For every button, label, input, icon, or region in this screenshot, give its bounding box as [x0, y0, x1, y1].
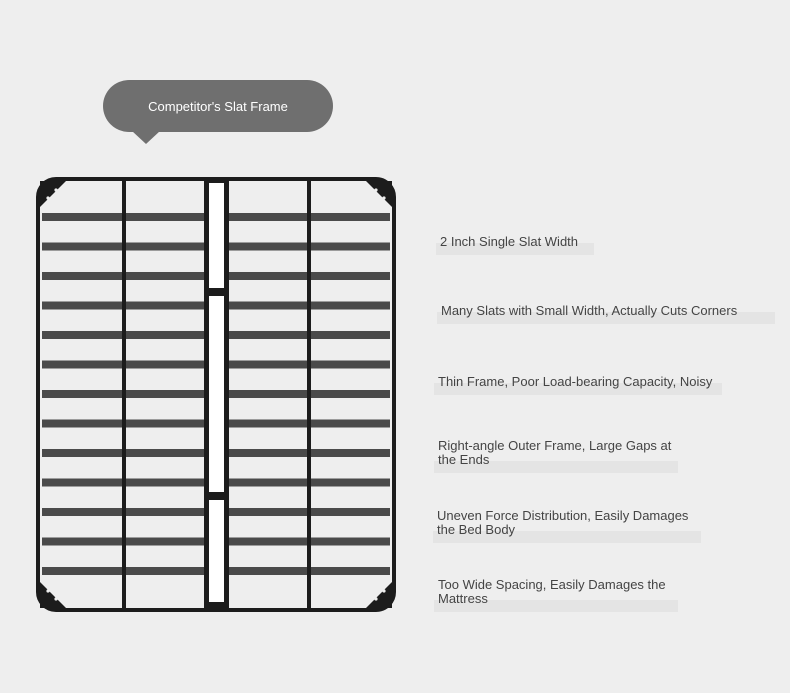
corner-bracket: [366, 181, 392, 207]
bolt-hole: [46, 196, 49, 199]
bolt-hole: [382, 589, 385, 592]
corner-bracket: [40, 181, 66, 207]
feature-slat-width: [436, 233, 594, 251]
bolt-hole: [374, 597, 377, 600]
vertical-rail: [122, 181, 126, 608]
feature-text: Uneven Force Distribution, Easily Damages the Bed Body: [437, 508, 689, 537]
bolt-hole: [54, 188, 57, 191]
feature-uneven-force: [433, 507, 701, 539]
center-spine-gap: [209, 500, 224, 602]
center-spine-gap: [209, 296, 224, 492]
callout-label: Competitor's Slat Frame: [148, 98, 288, 114]
bolt-hole: [54, 597, 57, 600]
feature-many-slats: [437, 302, 775, 320]
feature-wide-spacing: [434, 576, 678, 608]
bolt-hole: [46, 589, 49, 592]
feature-thin-frame: [434, 373, 722, 391]
feature-right-angle: [434, 437, 678, 469]
feature-text: 2 Inch Single Slat Width: [440, 234, 579, 249]
center-spine-gap: [209, 183, 224, 288]
corner-bracket: [366, 582, 392, 608]
feature-text: Right-angle Outer Frame, Large Gaps at the Ends: [438, 438, 672, 467]
feature-text: Many Slats with Small Width, Actually Cuts Corners: [441, 303, 738, 318]
bolt-hole: [374, 188, 377, 191]
bolt-hole: [382, 196, 385, 199]
feature-text: Thin Frame, Poor Load-bearing Capacity, Noisy: [438, 374, 713, 389]
feature-text: Too Wide Spacing, Easily Damages the Mattress: [438, 577, 666, 606]
corner-bracket: [40, 582, 66, 608]
vertical-rail: [307, 181, 311, 608]
